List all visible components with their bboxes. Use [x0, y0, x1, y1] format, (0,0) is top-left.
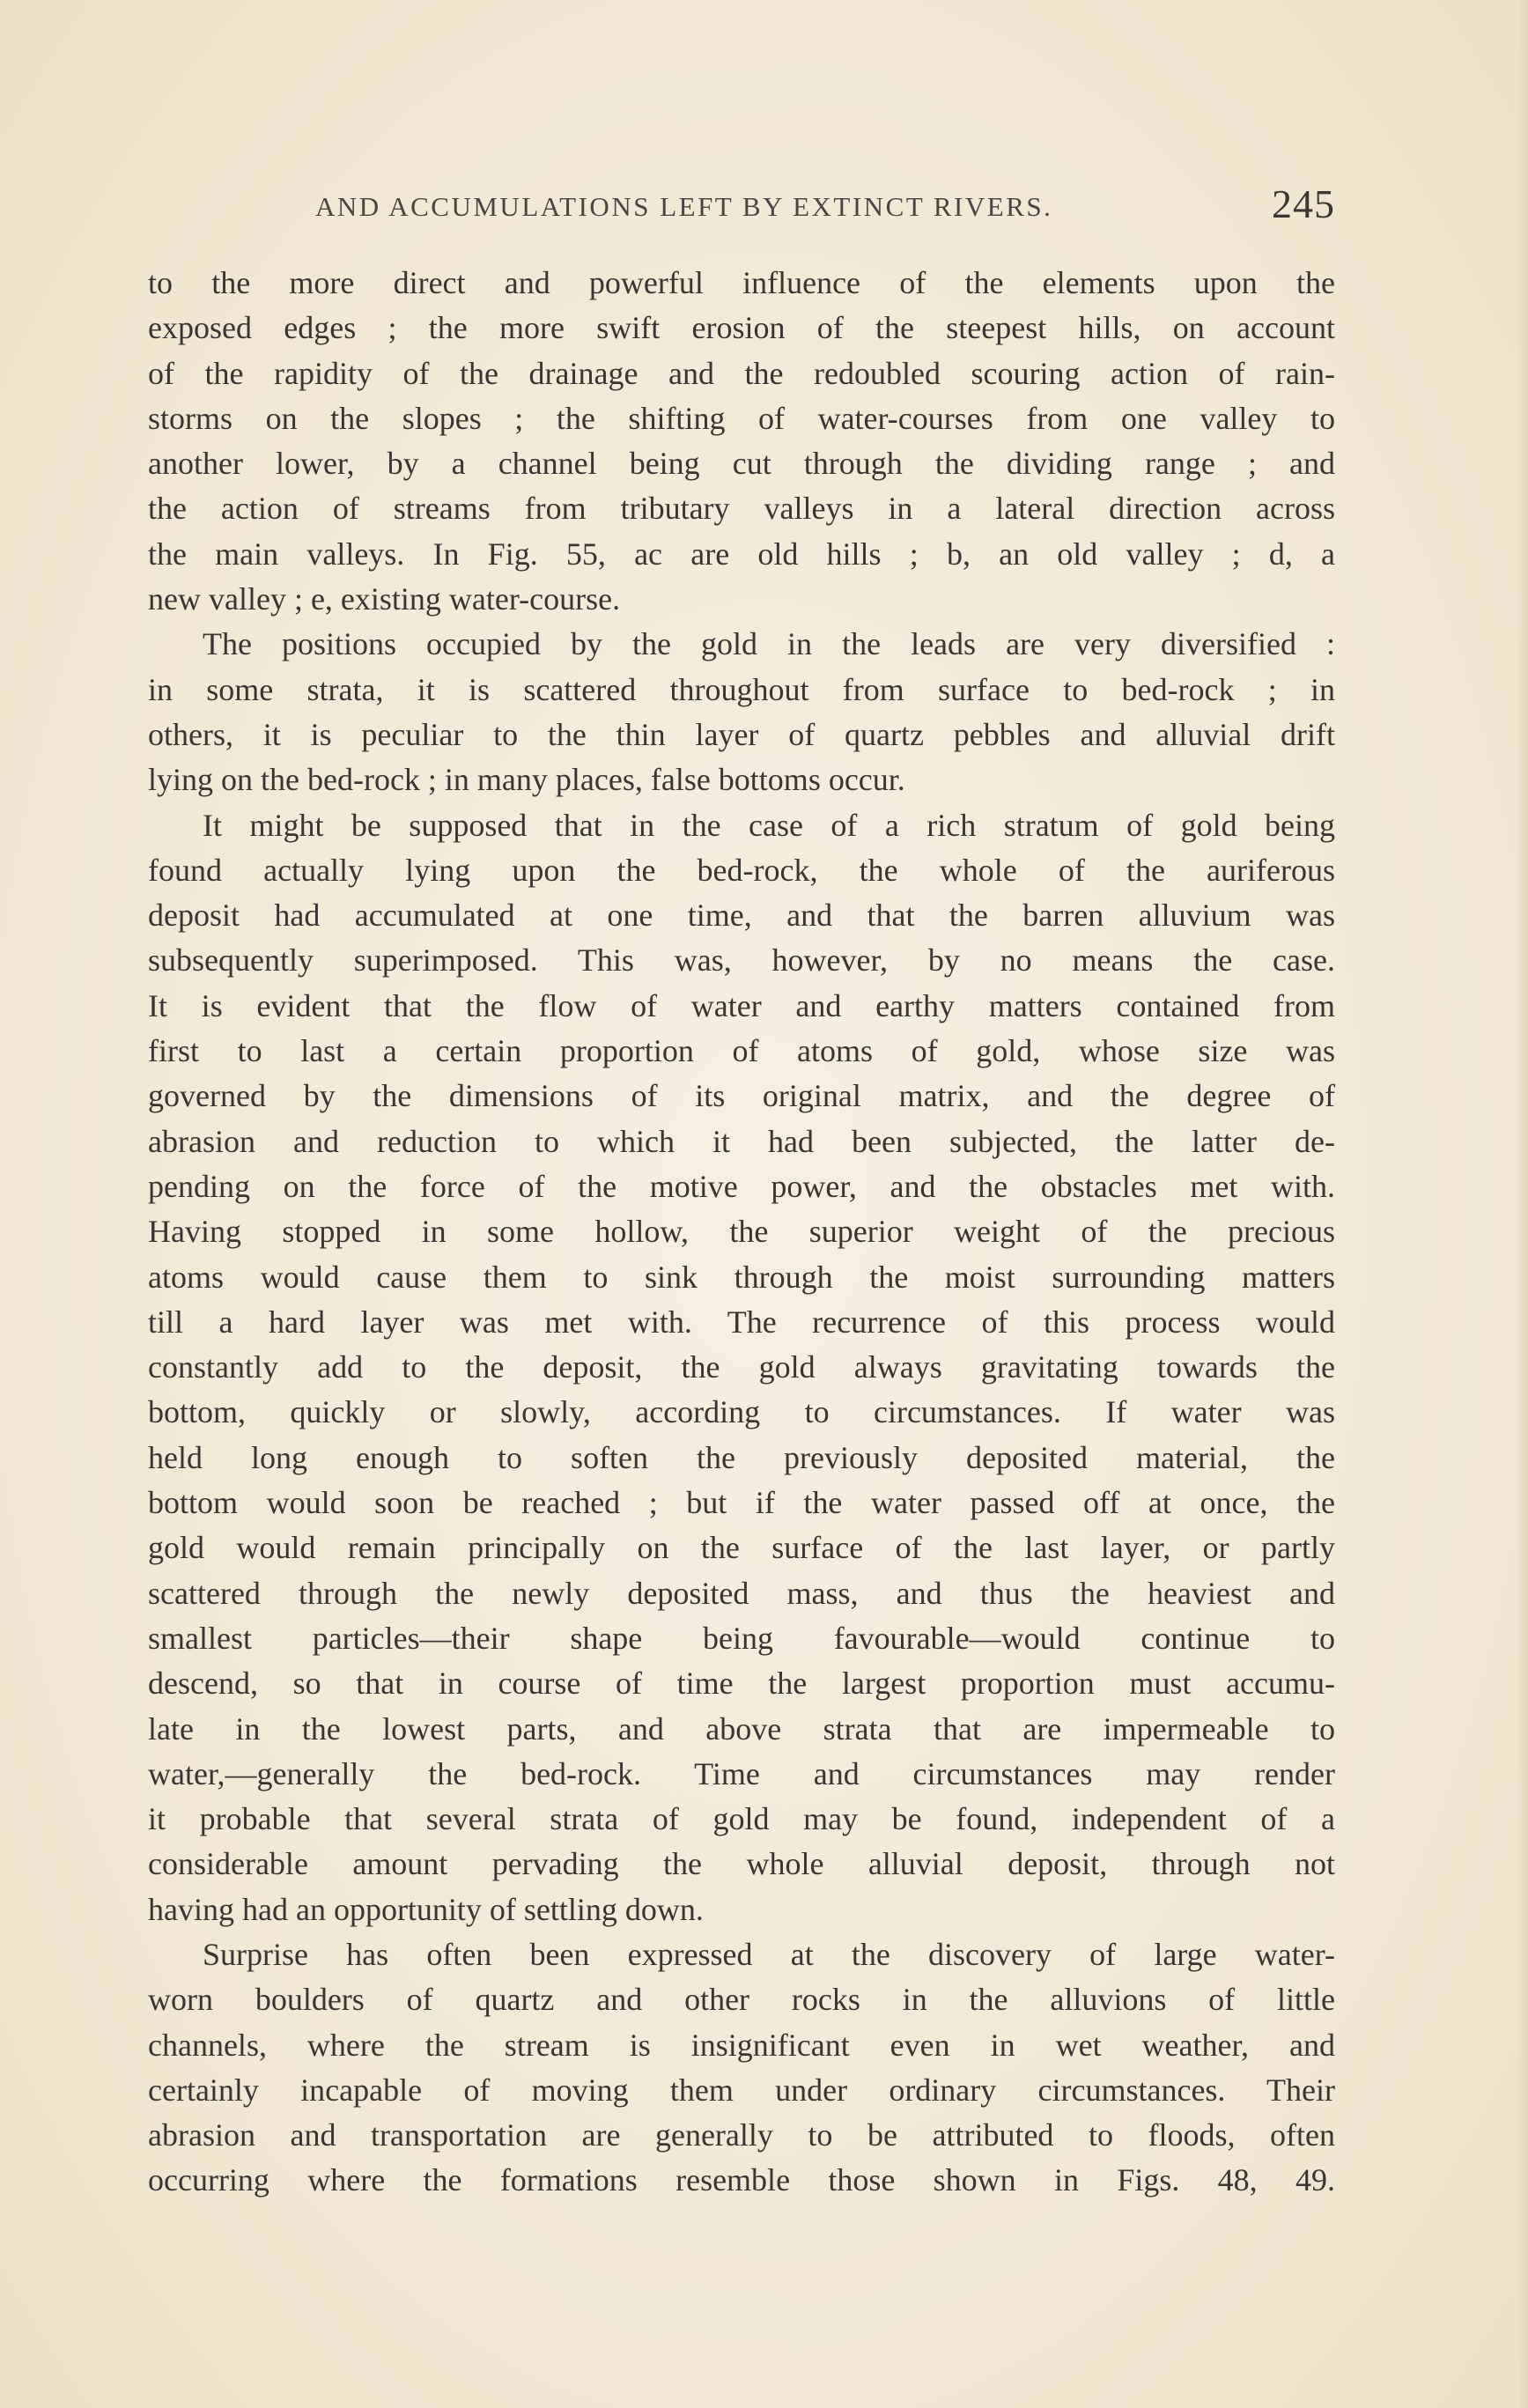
text-line: having had an opportunity of settling down. — [148, 1891, 704, 1927]
text-line: gold would remain principally on the surface of the last layer, or partly — [148, 1530, 1335, 1566]
text-line: abrasion and reduction to which it had been subjected, the latter de- — [148, 1123, 1335, 1159]
text-line: atoms would cause them to sink through the moist surrounding matters — [148, 1259, 1335, 1295]
text-line: new valley ; e, existing water-course. — [148, 581, 621, 617]
text-line: Having stopped in some hollow, the superior weight of the precious — [148, 1214, 1335, 1250]
paragraph-4 — [148, 1932, 1335, 2204]
body-text — [148, 261, 1335, 2204]
text-line: bottom would soon be reached ; but if the water passed off at once, the — [148, 1485, 1335, 1521]
text-line: considerable amount pervading the whole alluvial deposit, through not — [148, 1846, 1335, 1882]
text-line: bottom, quickly or slowly, according to circumstances. If water was — [148, 1394, 1335, 1430]
running-head: AND ACCUMULATIONS LEFT BY EXTINCT RIVERS. — [315, 191, 1053, 222]
paragraph-2 — [148, 622, 1335, 802]
text-line: The positions occupied by the gold in the leads are very diversified : — [203, 626, 1335, 662]
text-line: Surprise has often been expressed at the discovery of large water- — [203, 1936, 1335, 1972]
text-line: scattered through the newly deposited mass, and thus the heaviest and — [148, 1575, 1335, 1611]
text-line: of the rapidity of the drainage and the redoubled scouring action of rain- — [148, 355, 1335, 391]
text-line: pending on the force of the motive power, and the obstacles met with. — [148, 1168, 1335, 1204]
text-line: late in the lowest parts, and above strata that are impermeable to — [148, 1710, 1335, 1747]
text-line: the main valleys. In Fig. 55, ac are old hills ; b, an old valley ; d, a — [148, 536, 1335, 572]
text-line: abrasion and transportation are generally to be attributed to floods, often — [148, 2117, 1335, 2153]
text-line: storms on the slopes ; the shifting of water-courses from one valley to — [148, 400, 1335, 436]
text-line: subsequently superimposed. This was, however, by no means the case. — [148, 942, 1335, 979]
text-line: in some strata, it is scattered throughout from surface to bed-rock ; in — [148, 671, 1335, 707]
text-line: first to last a certain proportion of atoms of gold, whose size was — [148, 1033, 1335, 1069]
text-line: others, it is peculiar to the thin layer of quartz pebbles and alluvial drift — [148, 716, 1335, 752]
paragraph-3 — [148, 803, 1335, 1932]
text-line: the action of streams from tributary valleys in a lateral direction across — [148, 491, 1335, 527]
text-line: to the more direct and powerful influence of the elements upon the — [148, 265, 1335, 300]
page-header — [148, 181, 1335, 233]
text-line: constantly add to the deposit, the gold always gravitating towards the — [148, 1349, 1335, 1385]
text-line: It might be supposed that in the case of a rich stratum of gold being — [203, 807, 1335, 843]
text-line: descend, so that in course of time the largest proportion must accumu- — [148, 1666, 1335, 1702]
text-line: lying on the bed-rock ; in many places, false bottoms occur. — [148, 762, 905, 798]
text-line: smallest particles—their shape being favourable—would continue to — [148, 1620, 1335, 1656]
text-line: found actually lying upon the bed-rock, the whole of the auriferous — [148, 852, 1335, 888]
text-line: it probable that several strata of gold may be found, independent of a — [148, 1801, 1335, 1837]
text-line: occurring where the formations resemble those shown in Figs. 48, 49. — [148, 2162, 1335, 2198]
text-line: till a hard layer was met with. The recurrence of this process would — [148, 1304, 1335, 1340]
text-line: It is evident that the flow of water and earthy matters contained from — [148, 987, 1335, 1023]
text-line: held long enough to soften the previously deposited material, the — [148, 1439, 1335, 1475]
text-line: governed by the dimensions of its original matrix, and the degree of — [148, 1078, 1335, 1114]
paragraph-1 — [148, 261, 1335, 622]
text-line: exposed edges ; the more swift erosion of the steepest hills, on account — [148, 310, 1335, 346]
page-edge — [1516, 0, 1528, 2408]
page-number: 245 — [1272, 181, 1335, 226]
text-line: water,—generally the bed-rock. Time and circumstances may render — [148, 1755, 1335, 1791]
text-line: worn boulders of quartz and other rocks in the alluvions of little — [148, 1982, 1335, 2018]
text-line: channels, where the stream is insignificant even in wet weather, and — [148, 2027, 1335, 2063]
text-line: another lower, by a channel being cut through the dividing range ; and — [148, 446, 1335, 482]
text-line: deposit had accumulated at one time, and that the barren alluvium was — [148, 897, 1335, 934]
text-line: certainly incapable of moving them under ordinary circumstances. Their — [148, 2072, 1335, 2108]
